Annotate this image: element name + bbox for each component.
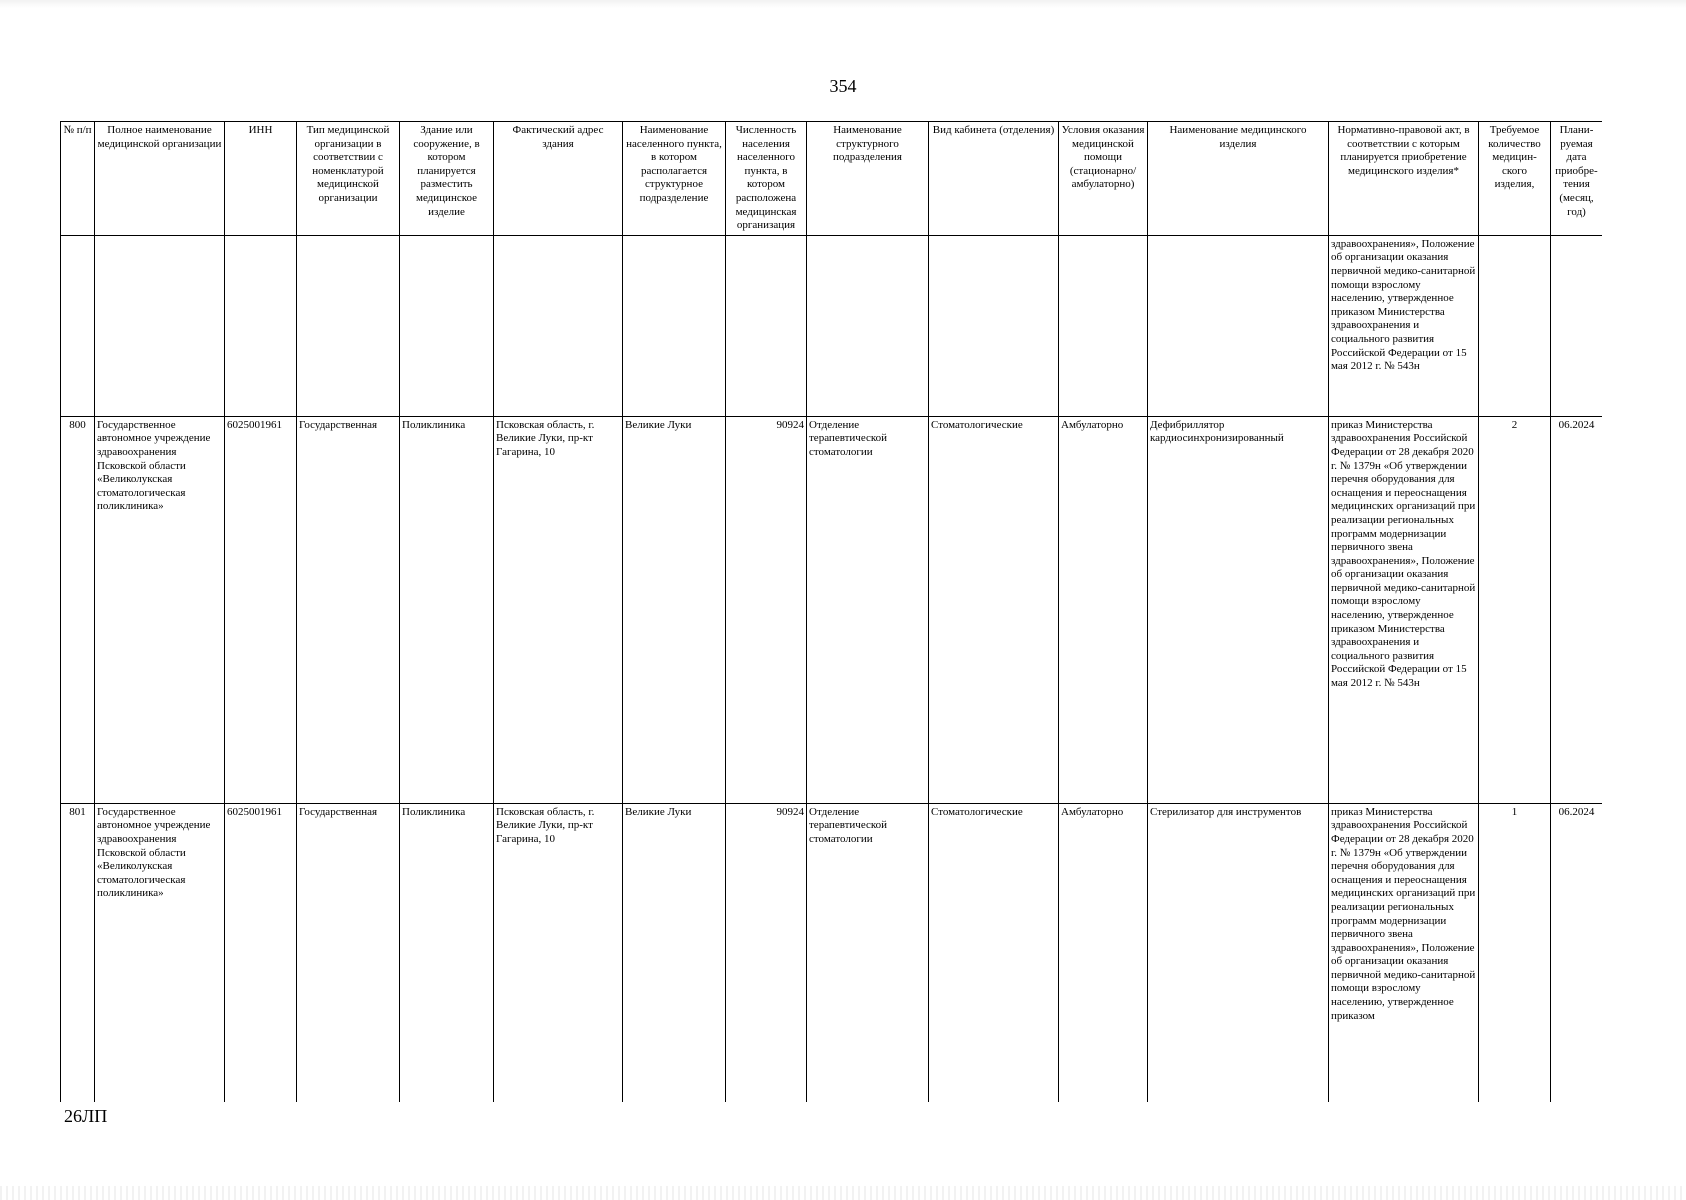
cell-quantity: 1 [1479, 803, 1551, 1102]
cell-conditions: Амбулаторно [1059, 416, 1148, 803]
page-number: 354 [829, 76, 857, 96]
cell-empty [95, 235, 225, 416]
cell-address: Псковская область, г. Великие Луки, пр-кт Гагарина, 10 [494, 803, 623, 1102]
cell-org-name: Государственное автономное учреждение здравоохранения Псковской области «Великолукская стоматологическая поликлиника» [95, 803, 225, 1102]
header-date: Плани-руемая дата приобре-тения (месяц, год) [1551, 122, 1603, 236]
cell-empty [61, 235, 95, 416]
cell-empty [1479, 235, 1551, 416]
cell-building: Поликлиника [400, 416, 494, 803]
cell-unit: Отделение терапевтической стоматологии [807, 803, 929, 1102]
header-locality: Наименование населенного пункта, в котором располагается структурное подразделение [623, 122, 726, 236]
cell-num: 800 [61, 416, 95, 803]
header-conditions: Условия оказания медицинской помощи (стационарно/ амбулаторно) [1059, 122, 1148, 236]
cell-unit: Отделение терапевтической стоматологии [807, 416, 929, 803]
header-cabinet: Вид кабинета (отделения) [929, 122, 1059, 236]
table-row [61, 803, 1603, 1102]
document-code: 26ЛП [64, 1106, 108, 1126]
cell-legal-act: приказ Министерства здравоохранения Российской Федерации от 28 декабря 2020 г. № 1379н «Об утверждении перечня оборудования для оснащения и переоснащения медицинских организаций при реализации региональных программ модернизации первичного звена здравоохранения», Положение об организации оказания первичной медико-санитарной помощи взрослому населению, утвержденное приказом Министерства здравоохранения и социального развития Российской Федерации от 15 мая 2012 г. № 543н [1329, 416, 1479, 803]
cell-legal-act: приказ Министерства здравоохранения Российской Федерации от 28 декабря 2020 г. № 1379н «Об утверждении перечня оборудования для оснащения и переоснащения медицинских организаций при реализации региональных программ модернизации первичного звена здравоохранения», Положение об организации оказания первичной медико-санитарной помощи взрослому населению, утвержденное приказом [1329, 803, 1479, 1102]
cell-date: 06.2024 [1551, 416, 1603, 803]
cell-population: 90924 [726, 803, 807, 1102]
header-population: Численность населения населенного пункта, в котором расположена медицинская организация [726, 122, 807, 236]
header-device: Наименование медицинского изделия [1148, 122, 1329, 236]
cell-device: Стерилизатор для инструментов [1148, 803, 1329, 1102]
cell-org-name: Государственное автономное учреждение здравоохранения Псковской области «Великолукская стоматологическая поликлиника» [95, 416, 225, 803]
table-row-continuation [61, 235, 1603, 416]
medical-devices-table [60, 121, 1602, 1102]
cell-quantity: 2 [1479, 416, 1551, 803]
cell-date: 06.2024 [1551, 803, 1603, 1102]
table-header-row [61, 122, 1603, 236]
cell-empty [494, 235, 623, 416]
header-legal-act: Нормативно-правовой акт, в соответствии с которым планируется приобретение медицинского изделия* [1329, 122, 1479, 236]
cell-locality: Великие Луки [623, 803, 726, 1102]
scan-edge-top [0, 0, 1686, 8]
cell-empty [400, 235, 494, 416]
cell-inn: 6025001961 [225, 803, 297, 1102]
cell-cabinet: Стоматологические [929, 803, 1059, 1102]
header-org-name: Полное наименование медицинской организации [95, 122, 225, 236]
cell-empty [225, 235, 297, 416]
header-inn: ИНН [225, 122, 297, 236]
cell-device: Дефибриллятор кардиосинхронизированный [1148, 416, 1329, 803]
header-org-type: Тип медицинской организации в соответствии с номенклатурой медицинской организации [297, 122, 400, 236]
header-address: Фактический адрес здания [494, 122, 623, 236]
registry-table-frame [60, 121, 1602, 1102]
cell-address: Псковская область, г. Великие Луки, пр-кт Гагарина, 10 [494, 416, 623, 803]
cell-empty [1551, 235, 1603, 416]
cell-cabinet: Стоматологические [929, 416, 1059, 803]
cell-empty [1148, 235, 1329, 416]
cell-population: 90924 [726, 416, 807, 803]
header-quantity: Требуемое количество медицин-ского изделия, [1479, 122, 1551, 236]
cell-empty [297, 235, 400, 416]
header-building: Здание или сооружение, в котором планируется разместить медицинское изделие [400, 122, 494, 236]
cell-building: Поликлиника [400, 803, 494, 1102]
cell-conditions: Амбулаторно [1059, 803, 1148, 1102]
cell-legal-act-continuation: здравоохранения», Положение об организации оказания первичной медико-санитарной помощи взрослому населению, утвержденное приказом Министерства здравоохранения и социального развития Российской Федерации от 15 мая 2012 г. № 543н [1329, 235, 1479, 416]
cell-org-type: Государственная [297, 416, 400, 803]
cell-empty [726, 235, 807, 416]
header-num: № п/п [61, 122, 95, 236]
cell-empty [807, 235, 929, 416]
cell-empty [929, 235, 1059, 416]
header-unit: Наименование структурного подразделения [807, 122, 929, 236]
cell-locality: Великие Луки [623, 416, 726, 803]
cell-inn: 6025001961 [225, 416, 297, 803]
cell-empty [623, 235, 726, 416]
cell-num: 801 [61, 803, 95, 1102]
cell-org-type: Государственная [297, 803, 400, 1102]
scan-edge-bottom [0, 1186, 1686, 1200]
cell-empty [1059, 235, 1148, 416]
table-row [61, 416, 1603, 803]
